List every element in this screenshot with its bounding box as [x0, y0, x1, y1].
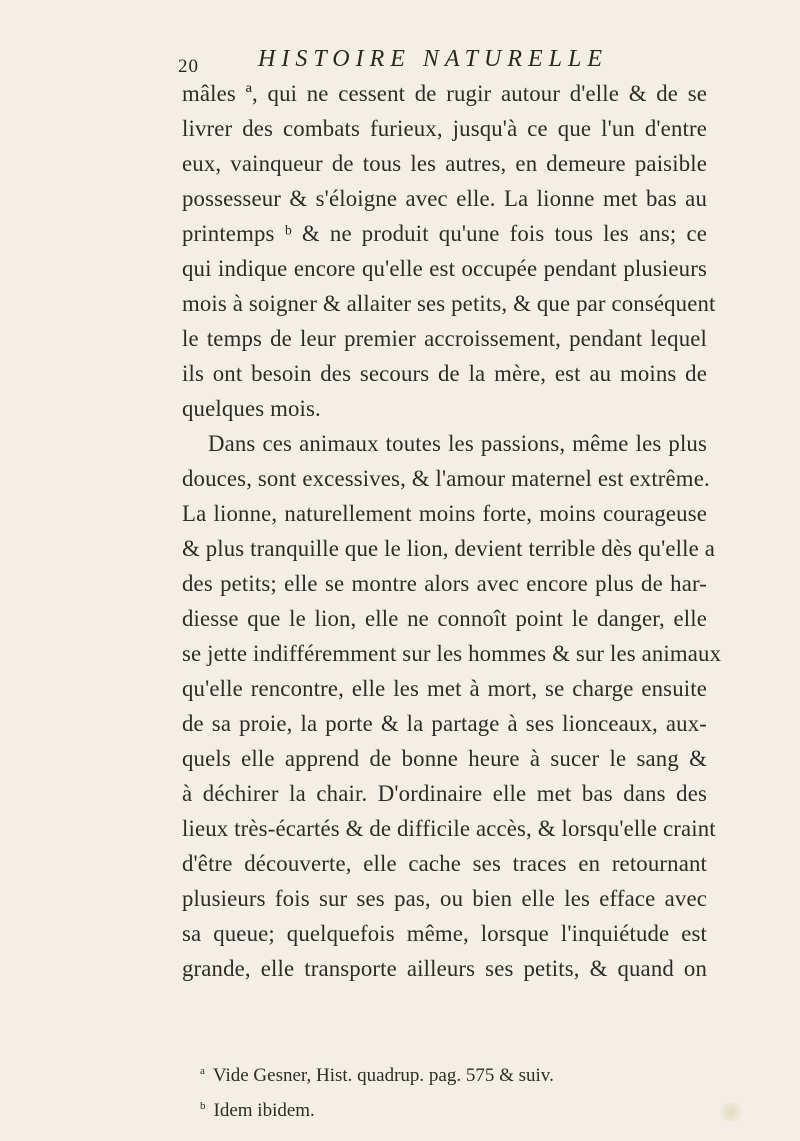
footnote-text: Vide Gesner, Hist. quadrup. pag. 575 & suiv.	[212, 1065, 554, 1086]
text-line: douces, sont excessives, & l'amour maternel est extrême.	[182, 466, 710, 491]
text-line: le temps de leur premier accroissement, pendant lequel	[182, 326, 707, 351]
text-line: lieux très-écartés & de difficile accès, & lorsqu'elle craint	[182, 816, 716, 841]
text-line: mâles ª, qui ne cessent de rugir autour d'elle & de se	[182, 81, 707, 106]
text-line: plusieurs fois sur ses pas, ou bien elle les efface avec	[182, 886, 707, 911]
text-line: à déchirer la chair. D'ordinaire elle met bas dans des	[182, 781, 707, 806]
text-line: qui indique encore qu'elle est occupée pendant plusieurs	[182, 256, 707, 281]
text-line: livrer des combats furieux, jusqu'à ce que l'un d'entre	[182, 116, 707, 141]
text-line: ils ont besoin des secours de la mère, est au moins de	[182, 361, 707, 386]
text-line: La lionne, naturellement moins forte, moins courageuse	[182, 501, 707, 526]
text-line: mois à soigner & allaiter ses petits, & que par conséquent	[182, 291, 716, 316]
page-number: 20	[178, 56, 199, 77]
text-line: de sa proie, la porte & la partage à ses lionceaux, aux-	[182, 711, 707, 736]
footnotes	[200, 1056, 700, 1126]
text-line: d'être découverte, elle cache ses traces en retournant	[182, 851, 707, 876]
body-text	[182, 76, 722, 986]
text-line: grande, elle transporte ailleurs ses petits, & quand on	[182, 956, 707, 981]
running-title: HISTOIRE NATURELLE	[258, 46, 609, 72]
footnote-marker: a	[200, 1065, 205, 1077]
footnote-marker: b	[200, 1100, 206, 1112]
text-line: se jette indifféremment sur les hommes & sur les animaux	[182, 641, 722, 666]
paper-stain	[720, 1102, 742, 1122]
footnote-text: Idem ibidem.	[213, 1100, 315, 1121]
text-line: diesse que le lion, elle ne connoît point le danger, elle	[182, 606, 707, 631]
text-line: quelques mois.	[182, 396, 321, 421]
text-line: quels elle apprend de bonne heure à sucer le sang &	[182, 746, 707, 771]
text-line: Dans ces animaux toutes les passions, même les plus	[208, 431, 707, 456]
text-line: printemps ᵇ & ne produit qu'une fois tous les ans; ce	[182, 221, 707, 246]
text-line: eux, vainqueur de tous les autres, en demeure paisible	[182, 151, 707, 176]
footnote	[200, 1091, 700, 1126]
text-line: qu'elle rencontre, elle les met à mort, se charge ensuite	[182, 676, 707, 701]
text-line: & plus tranquille que le lion, devient terrible dès qu'elle a	[182, 536, 715, 561]
text-line: possesseur & s'éloigne avec elle. La lionne met bas au	[182, 186, 707, 211]
text-line: sa queue; quelquefois même, lorsque l'inquiétude est	[182, 921, 707, 946]
footnote	[200, 1056, 700, 1091]
text-line: des petits; elle se montre alors avec encore plus de har-	[182, 571, 707, 596]
